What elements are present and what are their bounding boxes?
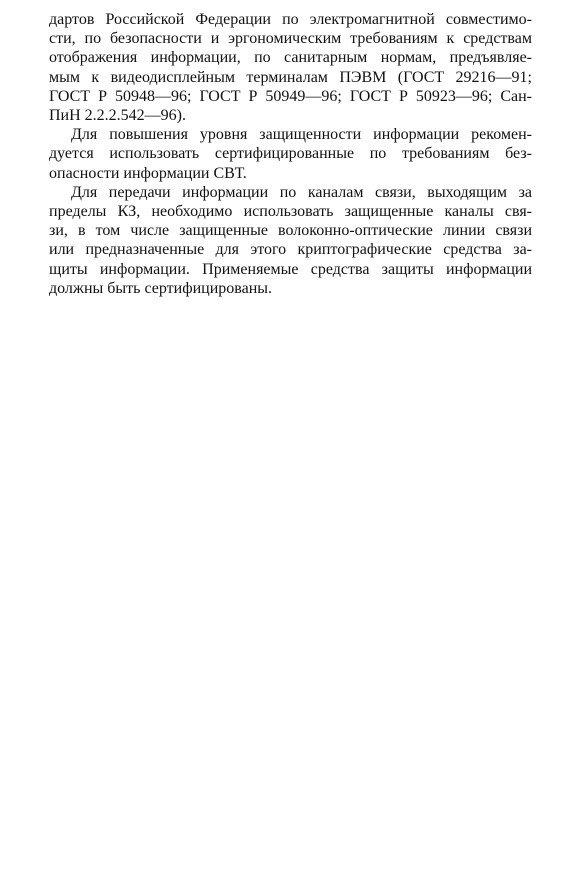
text-line: ГОСТ Р 50948—96; ГОСТ Р 50949—96; ГОСТ Р 50923—96; Сан- — [49, 87, 532, 105]
text-line: или предназначенные для этого криптографические средства за- — [49, 241, 532, 259]
text-line: мым к видеодисплейным терминалам ПЭВМ (ГОСТ 29216—91; — [49, 68, 532, 86]
paragraph-standards — [49, 10, 532, 125]
text-line: пределы КЗ, необходимо использовать защищенные каналы свя- — [49, 203, 532, 221]
text-line: дуется использовать сертифицированные по требованиям без- — [49, 145, 532, 163]
text-line: сти, по безопасности и эргономическим требованиям к средствам — [49, 30, 532, 48]
text-line: дартов Российской Федерации по электромагнитной совместимо- — [49, 11, 532, 28]
text-line: ПиН 2.2.2.542—96). — [49, 107, 186, 125]
text-line: зи, в том числе защищенные волоконно-оптические линии связи — [49, 222, 532, 240]
text-line: Для повышения уровня защищенности информации рекомен- — [71, 126, 532, 144]
text-line: должны быть сертифицированы. — [49, 279, 273, 297]
paragraph-certified-svt — [49, 125, 532, 183]
text-line: опасности информации СВТ. — [49, 164, 247, 182]
text-line: щиты информации. Применяемые средства защиты информации — [49, 260, 532, 278]
paragraph-communication-channels — [49, 183, 532, 298]
text-line: отображения информации, по санитарным нормам, предъявляе- — [49, 49, 532, 67]
text-line: Для передачи информации по каналам связи, выходящим за — [71, 183, 532, 201]
document-body — [49, 10, 532, 298]
